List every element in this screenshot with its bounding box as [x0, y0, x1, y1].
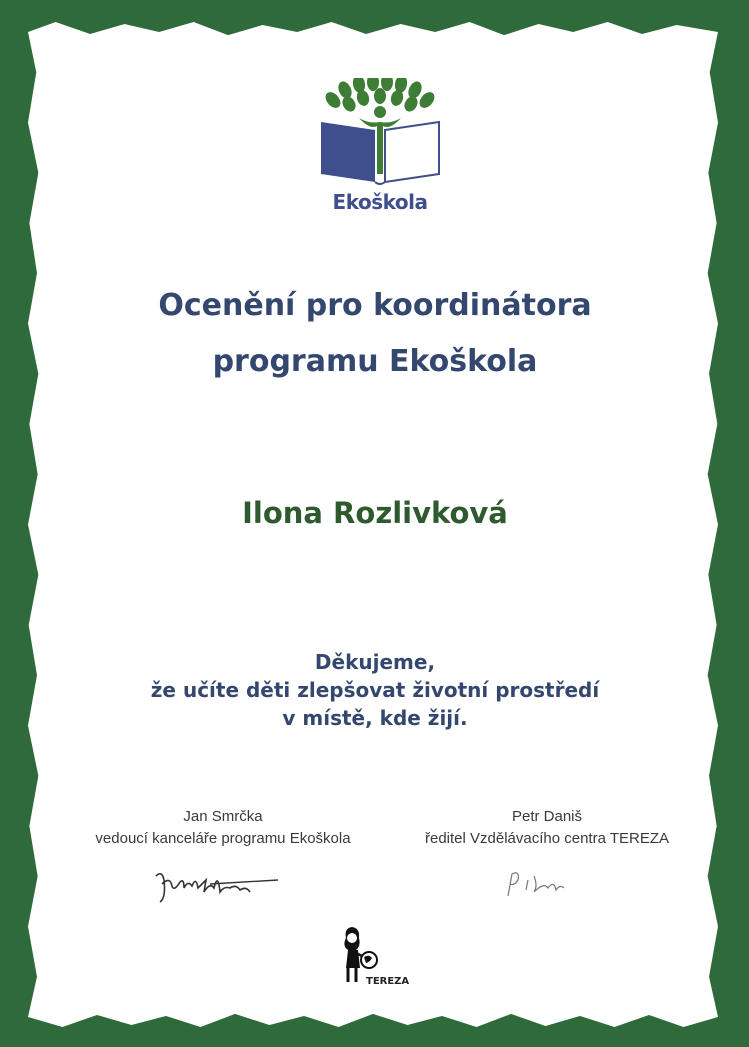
tree-book-icon: [315, 78, 445, 190]
signatory-name: Petr Daniš: [511, 808, 583, 825]
certificate-title: [60, 278, 690, 390]
tereza-logo: [332, 924, 416, 994]
recipient-name: Ilona Rozlivková: [242, 496, 508, 530]
signatory-left: [62, 806, 384, 850]
logo-text: Ekoškola: [332, 190, 428, 214]
signatory-name: Jan Smrčka: [183, 808, 263, 825]
signature-left: [150, 862, 285, 910]
signature-right: [498, 866, 578, 906]
title-line-1: Ocenění pro koordinátora: [158, 288, 592, 323]
title-line-2: programu Ekoškola: [212, 344, 538, 379]
tereza-figure-icon: [332, 924, 416, 984]
tereza-text: TEREZA: [366, 976, 410, 987]
signatory-right: [402, 806, 692, 850]
thanks-line-3: v místě, kde žijí.: [282, 706, 468, 730]
thanks-line-2: že učíte děti zlepšovat životní prostředí: [150, 678, 600, 702]
thanks-message: [60, 648, 690, 732]
signatory-role: vedoucí kanceláře programu Ekoškola: [95, 830, 351, 847]
signatory-role: ředitel Vzdělávacího centra TEREZA: [424, 830, 669, 847]
thanks-line-1: Děkujeme,: [314, 650, 436, 674]
ekoskola-logo: [315, 78, 445, 228]
